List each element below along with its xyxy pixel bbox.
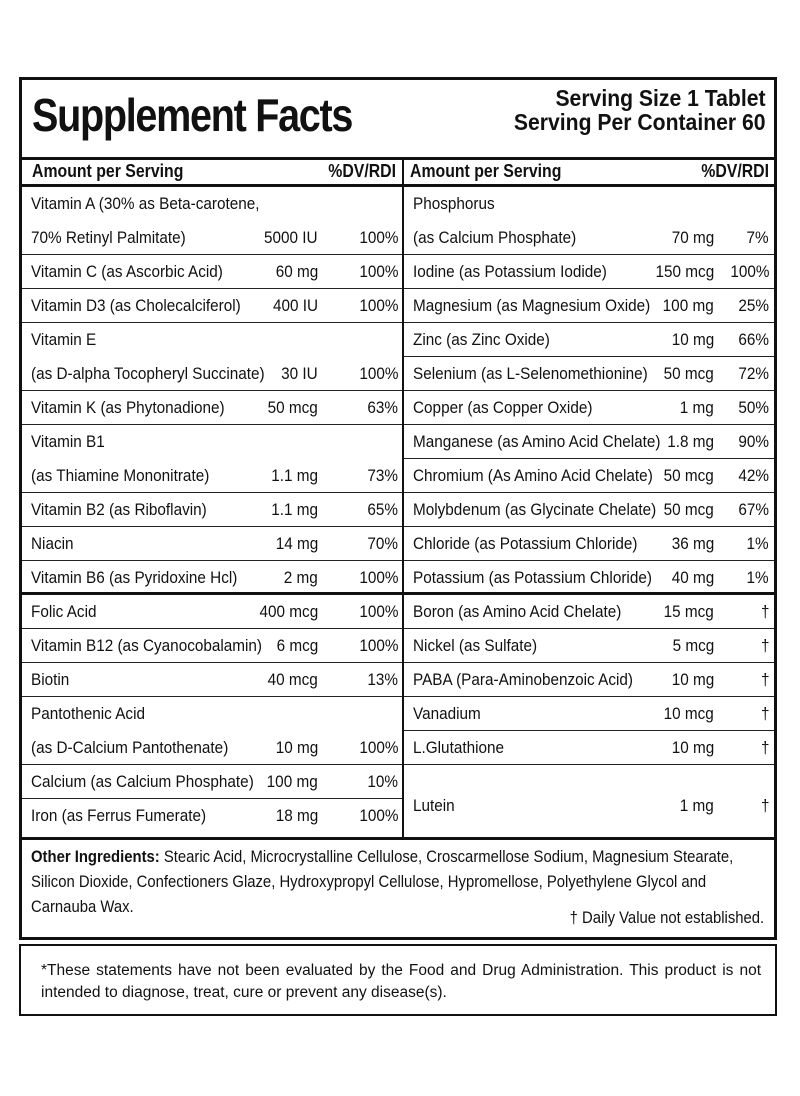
- dagger-note: † Daily Value not established.: [569, 909, 764, 927]
- nutrient-daily-value: 13%: [367, 670, 398, 689]
- nutrient-amount: 5000 IU: [264, 228, 318, 247]
- nutrient-name: Lutein: [413, 796, 455, 815]
- nutrient-amount: 10 mg: [275, 738, 318, 757]
- nutrient-name: Vanadium: [413, 704, 481, 723]
- nutrient-amount: 2 mg: [283, 568, 318, 587]
- nutrient-row: [22, 629, 402, 663]
- nutrient-amount: 14 mg: [275, 534, 318, 553]
- nutrient-name: Biotin: [31, 670, 70, 689]
- nutrient-daily-value: †: [760, 670, 769, 689]
- nutrient-name: PABA (Para-Aminobenzoic Acid): [413, 670, 633, 689]
- nutrient-amount: 10 mg: [671, 670, 714, 689]
- nutrient-amount: 50 mcg: [663, 466, 714, 485]
- nutrient-amount: 6 mcg: [276, 636, 318, 655]
- nutrient-name: Zinc (as Zinc Oxide): [413, 330, 550, 349]
- nutrient-daily-value: 25%: [738, 296, 769, 315]
- nutrient-amount: 1.8 mg: [667, 432, 714, 451]
- nutrient-name: Niacin: [31, 534, 74, 553]
- nutrient-row: [404, 595, 774, 629]
- nutrient-amount: 150 mcg: [655, 262, 714, 281]
- nutrient-daily-value: 100%: [358, 738, 398, 757]
- nutrient-amount: 50 mcg: [663, 500, 714, 519]
- panel-title: Supplement Facts: [32, 89, 353, 141]
- nutrient-daily-value: †: [760, 704, 769, 723]
- nutrient-name: Molybdenum (as Glycinate Chelate): [413, 500, 657, 519]
- nutrient-name: Magnesium (as Magnesium Oxide): [413, 296, 651, 315]
- nutrient-daily-value: 70%: [367, 534, 398, 553]
- nutrient-name: Calcium (as Calcium Phosphate): [31, 772, 254, 791]
- nutrient-name: Vitamin C (as Ascorbic Acid): [31, 262, 223, 281]
- nutrient-row: [404, 493, 774, 527]
- nutrient-name: Vitamin A (30% as Beta-carotene,: [31, 194, 260, 213]
- nutrient-name: Vitamin B2 (as Riboflavin): [31, 500, 207, 519]
- nutrient-daily-value: 7%: [746, 228, 769, 247]
- nutrient-daily-value: 100%: [358, 636, 398, 655]
- nutrient-row: [22, 255, 402, 289]
- nutrient-name: Potassium (as Potassium Chloride): [413, 568, 652, 587]
- nutrient-name: Vitamin B12 (as Cyanocobalamin): [31, 636, 263, 655]
- nutrient-amount: 18 mg: [275, 806, 318, 825]
- nutrient-name: (as D-alpha Tocopheryl Succinate): [31, 364, 265, 383]
- nutrient-daily-value: 50%: [738, 398, 769, 417]
- nutrient-amount: 40 mcg: [267, 670, 318, 689]
- nutrient-row: [404, 391, 774, 425]
- nutrient-amount: 50 mcg: [663, 364, 714, 383]
- nutrient-name: Pantothenic Acid: [31, 704, 145, 723]
- nutrient-row: [404, 289, 774, 323]
- nutrient-daily-value: 90%: [738, 432, 769, 451]
- nutrient-daily-value: 42%: [738, 466, 769, 485]
- nutrient-name: Phosphorus: [413, 194, 495, 213]
- nutrient-amount: 1 mg: [679, 796, 714, 815]
- nutrient-daily-value: 73%: [367, 466, 398, 485]
- nutrient-row: [404, 323, 774, 357]
- nutrient-name: (as Thiamine Mononitrate): [31, 466, 210, 485]
- supplement-facts-panel: [19, 77, 777, 940]
- nutrient-row: [22, 289, 402, 323]
- nutrient-amount: 5 mcg: [672, 636, 714, 655]
- nutrient-amount: 60 mg: [275, 262, 318, 281]
- nutrient-daily-value: 72%: [738, 364, 769, 383]
- other-ingredients: [22, 837, 774, 937]
- nutrient-daily-value: 63%: [367, 398, 398, 417]
- nutrient-name: Manganese (as Amino Acid Chelate): [413, 432, 661, 451]
- nutrient-amount: 10 mcg: [663, 704, 714, 723]
- left-amount-header: Amount per Serving: [32, 161, 184, 181]
- nutrient-row: [404, 629, 774, 663]
- nutrient-row: [22, 323, 402, 391]
- nutrient-daily-value: 100%: [358, 568, 398, 587]
- nutrient-name: 70% Retinyl Palmitate): [31, 228, 186, 247]
- nutrient-daily-value: 1%: [746, 568, 769, 587]
- nutrient-daily-value: †: [760, 602, 769, 621]
- nutrient-name: Vitamin E: [31, 330, 97, 349]
- nutrient-amount: 100 mg: [662, 296, 714, 315]
- serving-info: [492, 86, 766, 134]
- nutrient-name: Vitamin D3 (as Cholecalciferol): [31, 296, 241, 315]
- nutrient-amount: 10 mg: [671, 330, 714, 349]
- nutrient-amount: 100 mg: [266, 772, 318, 791]
- nutrient-daily-value: 67%: [738, 500, 769, 519]
- nutrient-name: Chromium (As Amino Acid Chelate): [413, 466, 653, 485]
- nutrient-name: (as D-Calcium Pantothenate): [31, 738, 229, 757]
- nutrient-daily-value: 100%: [358, 296, 398, 315]
- nutrient-daily-value: 100%: [358, 228, 398, 247]
- nutrient-amount: 1.1 mg: [271, 500, 318, 519]
- nutrient-row: [22, 493, 402, 527]
- nutrient-row: [404, 697, 774, 731]
- nutrient-amount: 70 mg: [671, 228, 714, 247]
- nutrient-amount: 10 mg: [671, 738, 714, 757]
- nutrient-daily-value: 66%: [738, 330, 769, 349]
- nutrient-row: [404, 187, 774, 255]
- nutrient-name: Iron (as Ferrus Fumerate): [31, 806, 207, 825]
- nutrient-row: [22, 391, 402, 425]
- nutrient-row: [22, 765, 402, 799]
- nutrient-row: [22, 561, 402, 595]
- nutrient-name: Copper (as Copper Oxide): [413, 398, 593, 417]
- nutrient-daily-value: 1%: [746, 534, 769, 553]
- nutrient-row: [22, 595, 402, 629]
- nutrient-row: [404, 425, 774, 459]
- nutrient-name: Folic Acid: [31, 602, 97, 621]
- nutrient-amount: 1.1 mg: [271, 466, 318, 485]
- nutrient-daily-value: 100%: [358, 262, 398, 281]
- ingredients-label: Other Ingredients:: [31, 848, 160, 866]
- nutrient-row: [404, 663, 774, 697]
- right-nutrient-table: [404, 187, 774, 847]
- nutrient-amount: 400 IU: [272, 296, 318, 315]
- nutrient-name: (as Calcium Phosphate): [413, 228, 577, 247]
- nutrient-row: [404, 527, 774, 561]
- nutrient-name: Chloride (as Potassium Chloride): [413, 534, 638, 553]
- nutrient-amount: 400 mcg: [259, 602, 318, 621]
- nutrient-amount: 1 mg: [679, 398, 714, 417]
- nutrient-row: [22, 697, 402, 765]
- nutrient-amount: 40 mg: [671, 568, 714, 587]
- nutrient-row: [404, 731, 774, 765]
- left-nutrient-table: [22, 187, 402, 833]
- nutrient-name: Nickel (as Sulfate): [413, 636, 538, 655]
- nutrient-row: [404, 561, 774, 595]
- nutrient-daily-value: †: [760, 636, 769, 655]
- nutrient-amount: 50 mcg: [267, 398, 318, 417]
- nutrient-name: Selenium (as L-Selenomethionine): [413, 364, 648, 383]
- nutrient-daily-value: †: [760, 796, 769, 815]
- nutrient-amount: 30 IU: [281, 364, 318, 383]
- nutrient-daily-value: 100%: [358, 602, 398, 621]
- nutrient-daily-value: 100%: [358, 806, 398, 825]
- right-dv-header: %DV/RDI: [701, 161, 769, 181]
- ingredients-text: Stearic Acid, Microcrystalline Cellulose, Croscarmellose Sodium, Magnesium Stearate, Silicon Dioxide, Confectioners Glaze, Hydroxypropyl Cellulose, Hypromellose, Polyethylene Glycol and Carnauba Wax.: [31, 848, 734, 916]
- nutrient-name: L.Glutathione: [413, 738, 505, 757]
- nutrient-row: [22, 663, 402, 697]
- nutrient-row: [22, 527, 402, 561]
- nutrient-row: [22, 187, 402, 255]
- nutrient-name: Iodine (as Potassium Iodide): [413, 262, 607, 281]
- nutrient-row: [404, 357, 774, 391]
- panel-header: [22, 80, 774, 160]
- nutrient-name: Vitamin K (as Phytonadione): [31, 398, 225, 417]
- nutrient-row: [404, 459, 774, 493]
- nutrient-name: Vitamin B1: [31, 432, 105, 451]
- right-column-header: [404, 157, 774, 187]
- nutrient-row: [22, 799, 402, 833]
- fda-disclaimer: *These statements have not been evaluated by the Food and Drug Administration. This product is not intended to diagnose, treat, cure or prevent any disease(s).: [19, 944, 777, 1016]
- nutrient-daily-value: 10%: [367, 772, 398, 791]
- serving-size: Serving Size 1 Tablet: [555, 85, 766, 111]
- nutrient-row: [404, 255, 774, 289]
- nutrient-row: [404, 765, 774, 847]
- nutrient-amount: 36 mg: [671, 534, 714, 553]
- nutrient-amount: 15 mcg: [663, 602, 714, 621]
- nutrient-row: [22, 425, 402, 493]
- nutrient-daily-value: †: [760, 738, 769, 757]
- nutrient-daily-value: 100%: [358, 364, 398, 383]
- nutrient-daily-value: 65%: [367, 500, 398, 519]
- nutrient-name: Boron (as Amino Acid Chelate): [413, 602, 622, 621]
- left-dv-header: %DV/RDI: [328, 161, 396, 181]
- nutrient-name: Vitamin B6 (as Pyridoxine Hcl): [31, 568, 238, 587]
- right-amount-header: Amount per Serving: [410, 161, 562, 181]
- nutrient-daily-value: 100%: [729, 262, 769, 281]
- servings-per-container: Serving Per Container 60: [514, 109, 766, 135]
- left-column-header: [22, 157, 402, 187]
